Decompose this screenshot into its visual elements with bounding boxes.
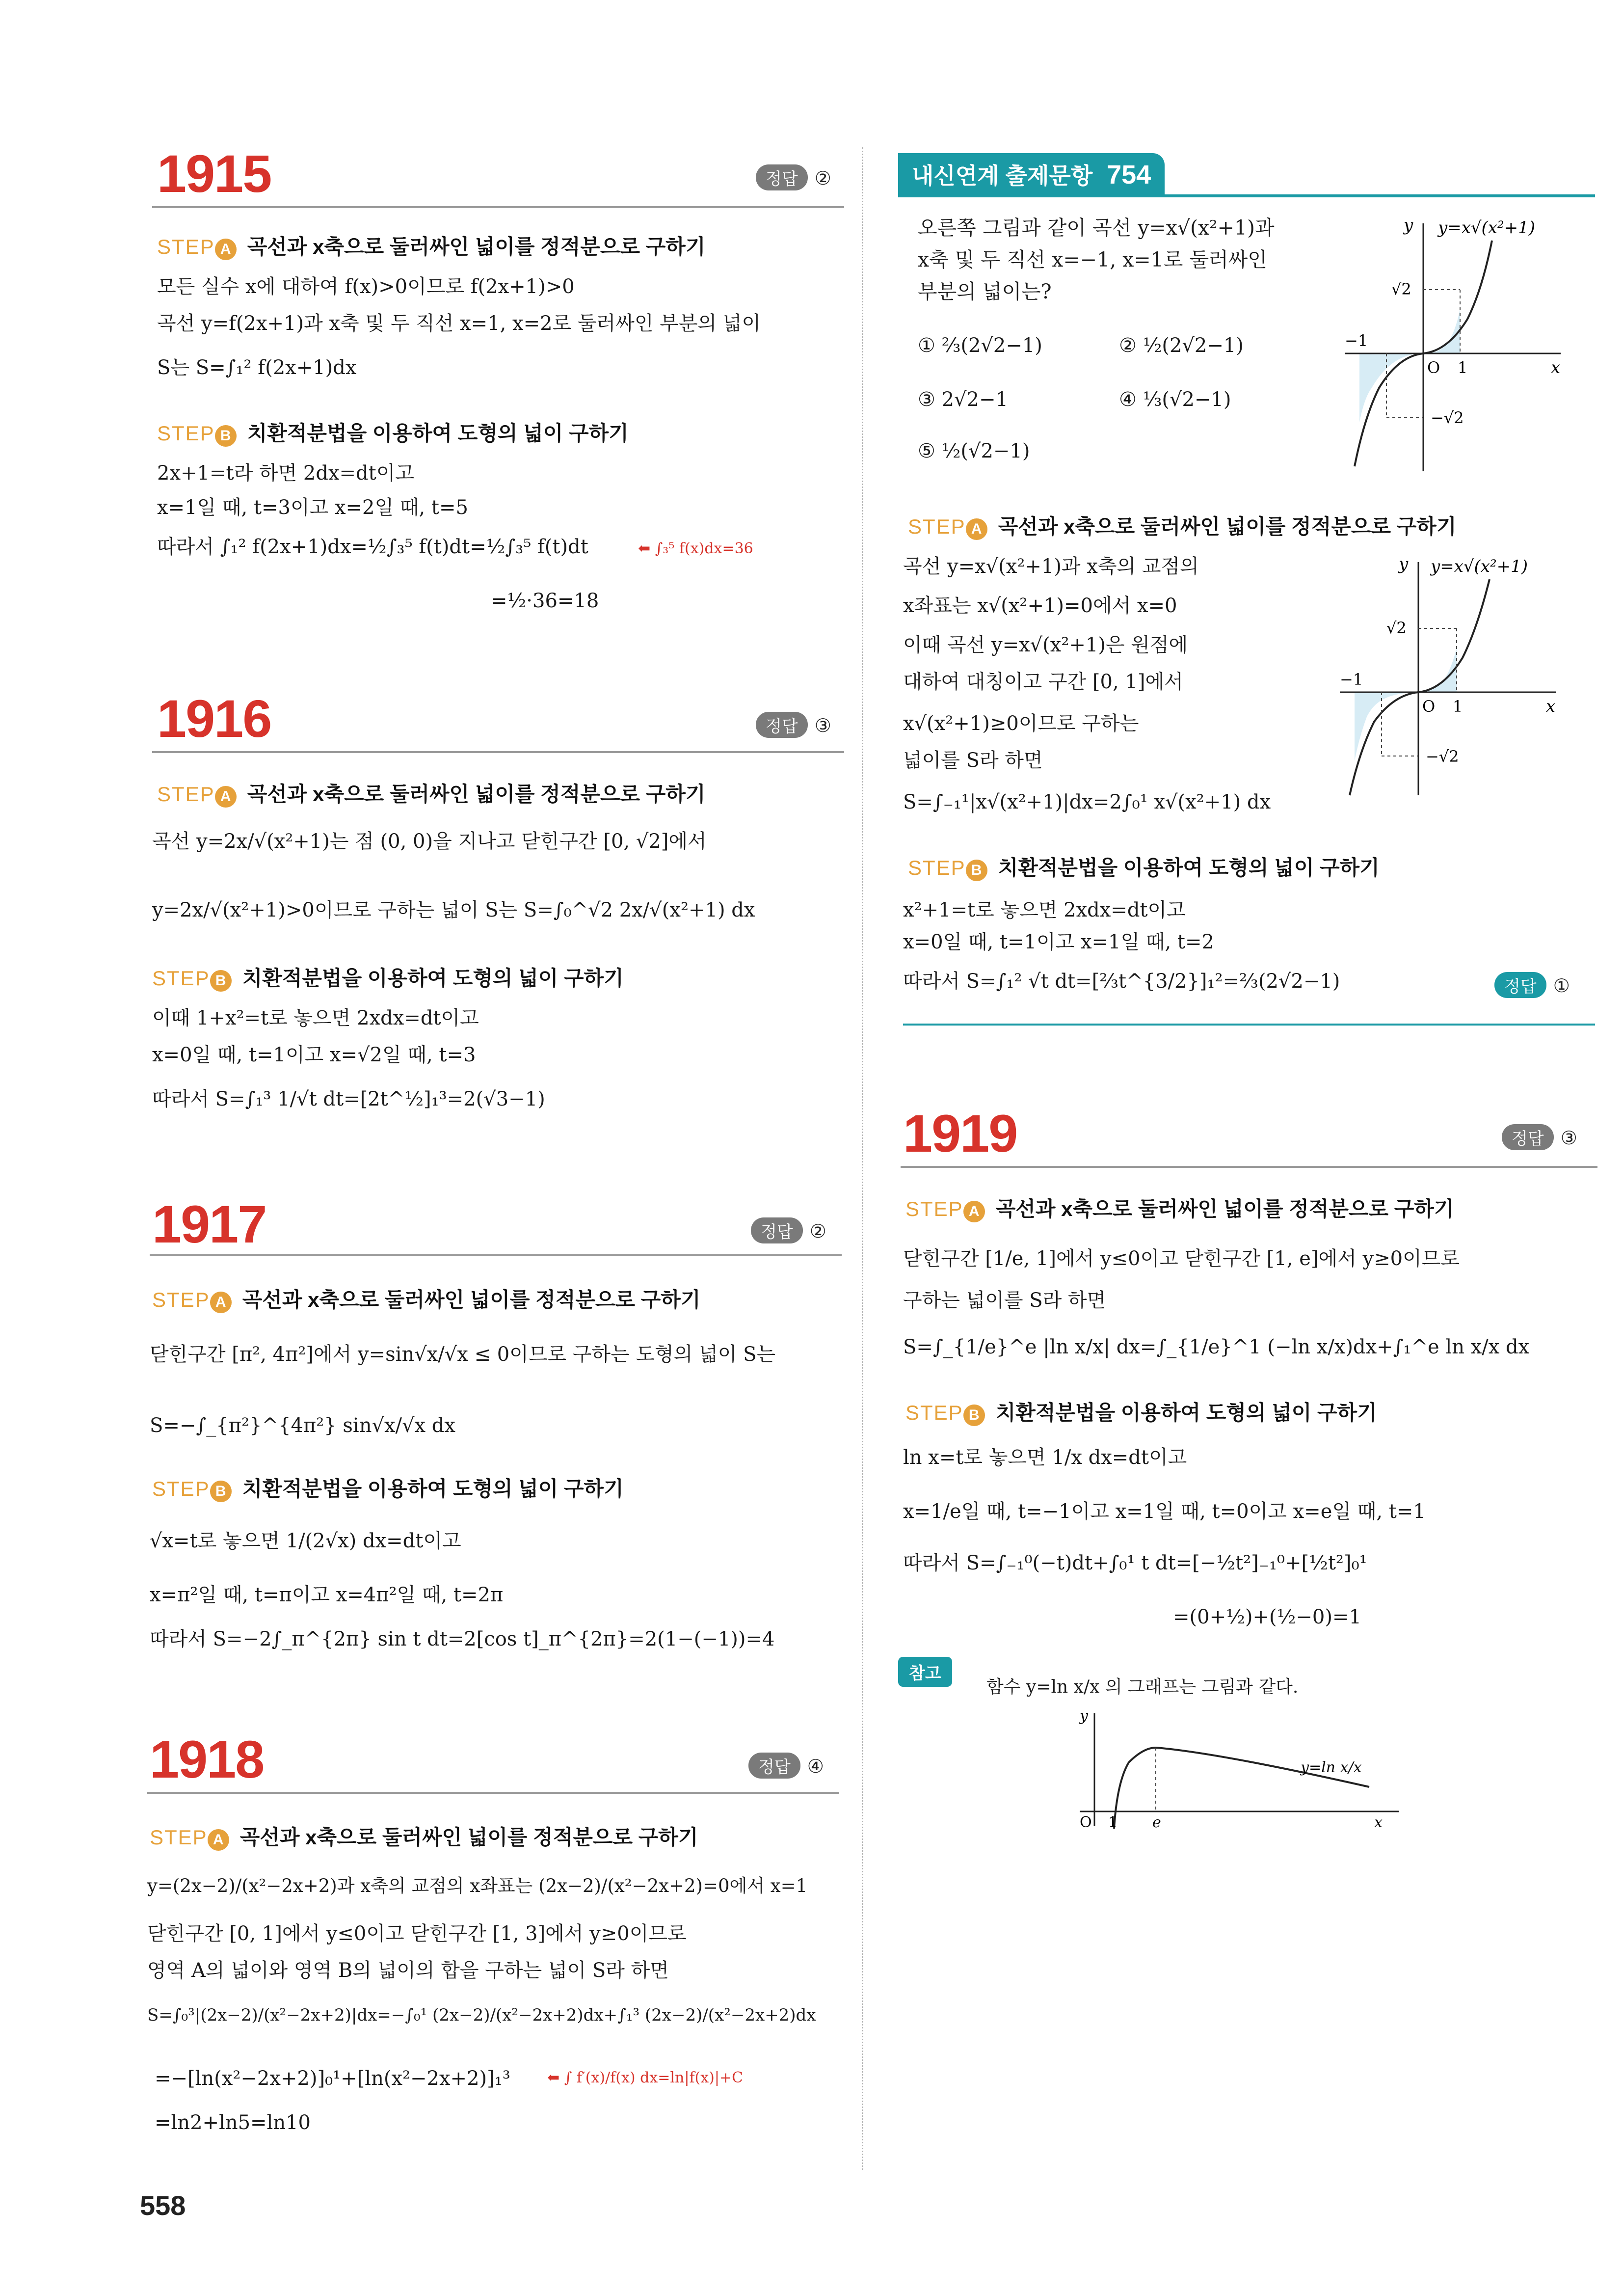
solution-line: S는 S=∫₁² f(2x+1)dx	[157, 356, 357, 379]
step-label: STEP	[150, 1826, 208, 1849]
answer-tag: 정답	[751, 1217, 803, 1243]
answer-tag: 정답	[756, 712, 808, 738]
step-label: STEP	[157, 422, 215, 445]
step-label: STEP	[157, 235, 215, 258]
step-label: STEP	[905, 1197, 963, 1220]
choice-4[interactable]: ④ ⅓(√2−1)	[1119, 388, 1231, 411]
solution-line: =½·36=18	[491, 590, 599, 612]
curve-label: y=x√(x²+1)	[1438, 218, 1535, 238]
step-label: STEP	[157, 783, 215, 806]
solution-line: S=−∫_{π²}^{4π²} sin√x/√x dx	[150, 1414, 455, 1437]
solution-line: 곡선 y=x√(x²+1)과 x축의 교점의	[903, 555, 1199, 578]
step-label: STEP	[152, 1477, 210, 1500]
answer-choice: ③	[814, 716, 831, 736]
solution-line: x좌표는 x√(x²+1)=0에서 x=0	[903, 594, 1177, 617]
step-letter: A	[215, 239, 237, 260]
problem-number-1918: 1918	[150, 1729, 264, 1789]
problem-rule	[150, 1254, 842, 1256]
step-letter: B	[210, 970, 232, 992]
step-a-heading	[152, 1284, 700, 1313]
solution-line: S=∫₋₁¹|x√(x²+1)|dx=2∫₀¹ x√(x²+1) dx	[903, 791, 1271, 813]
solution-line: 곡선 y=2x/√(x²+1)는 점 (0, 0)을 지나고 닫힌구간 [0, √2]에서	[152, 830, 707, 853]
step-label: STEP	[905, 1401, 963, 1424]
sqrt2-label: √2	[1391, 280, 1411, 298]
answer-1918	[748, 1753, 824, 1779]
answer-choice: ④	[807, 1756, 824, 1777]
answer-1919	[1502, 1124, 1577, 1150]
step-title: 치환적분법을 이용하여 도형의 넓이 구하기	[995, 1401, 1377, 1424]
solution-graph	[1330, 550, 1566, 805]
solution-line: 넓이를 S라 하면	[903, 749, 1043, 772]
solution-line: x=π²일 때, t=π이고 x=4π²일 때, t=2π	[150, 1584, 504, 1606]
step-letter: A	[215, 786, 237, 808]
solution-line: 모든 실수 x에 대하여 f(x)>0이므로 f(2x+1)>0	[157, 275, 575, 298]
solution-line: 2x+1=t라 하면 2dx=dt이고	[157, 462, 415, 485]
function-curve	[1350, 579, 1490, 795]
step-a-heading	[905, 1193, 1454, 1222]
question-line: 부분의 넓이는?	[918, 280, 1052, 303]
shaded-region	[1355, 692, 1418, 761]
problem-number-1915: 1915	[157, 144, 271, 203]
answer-1916	[756, 712, 831, 738]
neg-sqrt2-label: −√2	[1431, 408, 1464, 427]
neg-one-label: −1	[1340, 670, 1363, 689]
sqrt2-label: √2	[1386, 619, 1407, 637]
solution-line: 닫힌구간 [1/e, 1]에서 y≤0이고 닫힌구간 [1, e]에서 y≥0이므로	[903, 1247, 1460, 1270]
step-letter: A	[963, 1201, 985, 1222]
reference-text: 함수 y=ln x/x 의 그래프는 그림과 같다.	[986, 1677, 1299, 1697]
curve-label: y=ln x/x	[1301, 1759, 1362, 1776]
x-label: x	[1546, 697, 1556, 716]
origin-label: O	[1080, 1814, 1092, 1831]
step-title: 치환적분법을 이용하여 도형의 넓이 구하기	[998, 856, 1380, 879]
y-label: y	[1080, 1707, 1088, 1725]
solution-line: y=2x/√(x²+1)>0이므로 구하는 넓이 S는 S=∫₀^√2 2x/√(x²+1) dx	[152, 899, 755, 921]
problem-rule	[147, 1792, 839, 1794]
problem-rule	[152, 751, 844, 753]
solution-line: 따라서 ∫₁² f(2x+1)dx=½∫₃⁵ f(t)dt=½∫₃⁵ f(t)dt	[157, 536, 588, 558]
step-title: 치환적분법을 이용하여 도형의 넓이 구하기	[242, 1477, 624, 1500]
neg-sqrt2-label: −√2	[1426, 747, 1459, 766]
reference-graph	[1055, 1703, 1409, 1831]
step-a-heading	[157, 778, 705, 808]
choice-3[interactable]: ③ 2√2−1	[918, 388, 1008, 411]
step-label: STEP	[908, 515, 966, 538]
step-title: 곡선과 x축으로 둘러싸인 넓이를 정적분으로 구하기	[995, 1197, 1454, 1220]
step-label: STEP	[152, 1288, 210, 1311]
one-label: 1	[1458, 358, 1468, 377]
solution-line: 따라서 S=∫₋₁⁰(−t)dt+∫₀¹ t dt=[−½t²]₋₁⁰+[½t²]₀¹	[903, 1552, 1367, 1574]
problem-rule	[152, 206, 844, 208]
reference-tag: 참고	[898, 1657, 952, 1687]
x-label: x	[1374, 1814, 1383, 1831]
solution-line: y=(2x−2)/(x²−2x+2)과 x축의 교점의 x좌표는 (2x−2)/(x²−2x+2)=0에서 x=1	[147, 1875, 808, 1896]
step-title: 곡선과 x축으로 둘러싸인 넓이를 정적분으로 구하기	[239, 1826, 698, 1849]
solution-line: =−[ln(x²−2x+2)]₀¹+[ln(x²−2x+2)]₁³	[155, 2067, 510, 2090]
answer-choice: ②	[809, 1221, 826, 1242]
solution-line: 닫힌구간 [π², 4π²]에서 y=sin√x/√x ≤ 0이므로 구하는 도형의 넓이 S는	[150, 1343, 776, 1366]
margin-note: ⬅ ∫₃⁵ f(x)dx=36	[638, 540, 753, 557]
column-divider	[862, 147, 863, 2170]
step-b-heading	[905, 1397, 1377, 1426]
step-title: 곡선과 x축으로 둘러싸인 넓이를 정적분으로 구하기	[247, 783, 706, 806]
y-label: y	[1404, 216, 1413, 235]
solution-line: 대하여 대칭이고 구간 [0, 1]에서	[903, 671, 1183, 693]
problem-number-1919: 1919	[903, 1104, 1017, 1163]
one-label: 1	[1453, 697, 1463, 716]
solution-line: x=0일 때, t=1이고 x=√2일 때, t=3	[152, 1044, 476, 1066]
step-b-heading	[157, 417, 629, 447]
step-b-heading	[152, 1473, 624, 1502]
solution-line: x=1/e일 때, t=−1이고 x=1일 때, t=0이고 x=e일 때, t=1	[903, 1500, 1426, 1523]
curve-label: y=x√(x²+1)	[1431, 557, 1528, 576]
margin-note: ⬅ ∫ f′(x)/f(x) dx=ln|f(x)|+C	[547, 2069, 744, 2086]
step-a-heading	[157, 231, 705, 260]
answer-754	[1494, 972, 1570, 998]
choice-1[interactable]: ① ⅔(2√2−1)	[918, 334, 1042, 357]
problem-number-1916: 1916	[157, 689, 271, 748]
step-label: STEP	[152, 967, 210, 990]
x-label: x	[1551, 358, 1561, 378]
solution-line: S=∫₀³|(2x−2)/(x²−2x+2)|dx=−∫₀¹ (2x−2)/(x²−2x+2)dx+∫₁³ (2x−2)/(x²−2x+2)dx	[147, 2005, 816, 2025]
solution-line: 닫힌구간 [0, 1]에서 y≤0이고 닫힌구간 [1, 3]에서 y≥0이므로	[147, 1922, 687, 1945]
answer-tag: 정답	[756, 164, 808, 190]
answer-1917	[751, 1217, 826, 1243]
answer-tag: 정답	[1494, 972, 1546, 998]
answer-choice: ①	[1553, 976, 1570, 997]
question-line: 오른쪽 그림과 같이 곡선 y=x√(x²+1)과	[918, 216, 1275, 240]
y-label: y	[1399, 554, 1409, 574]
step-a-heading	[908, 511, 1456, 540]
banner-number: 754	[1107, 160, 1151, 189]
step-letter: A	[210, 1292, 232, 1313]
solution-line: 따라서 S=∫₁² √t dt=[⅔t^{3/2}]₁²=⅔(2√2−1)	[903, 970, 1340, 993]
solution-line: =(0+½)+(½−0)=1	[1173, 1606, 1361, 1628]
related-problem-banner	[898, 153, 1165, 195]
one-label: 1	[1108, 1814, 1118, 1831]
step-b-heading	[152, 962, 624, 992]
section-rule	[903, 1024, 1595, 1026]
page-number: 558	[140, 2190, 186, 2221]
step-label: STEP	[908, 856, 966, 879]
step-letter: B	[966, 860, 987, 881]
problem-rule	[901, 1166, 1597, 1168]
step-letter: B	[210, 1481, 232, 1502]
solution-line: ln x=t로 놓으면 1/x dx=dt이고	[903, 1446, 1187, 1469]
solution-line: 이때 1+x²=t로 놓으면 2xdx=dt이고	[152, 1007, 479, 1029]
question-line: x축 및 두 직선 x=−1, x=1로 둘러싸인	[918, 248, 1267, 271]
origin-label: O	[1422, 697, 1436, 716]
solution-line: 이때 곡선 y=x√(x²+1)은 원점에	[903, 634, 1188, 656]
step-letter: B	[215, 425, 237, 447]
question-graph	[1335, 211, 1570, 476]
answer-tag: 정답	[1502, 1124, 1554, 1150]
solution-line: 구하는 넓이를 S라 하면	[903, 1289, 1106, 1312]
solution-line: 따라서 S=∫₁³ 1/√t dt=[2t^½]₁³=2(√3−1)	[152, 1088, 545, 1110]
solution-line: x√(x²+1)≥0이므로 구하는	[903, 712, 1139, 735]
step-title: 치환적분법을 이용하여 도형의 넓이 구하기	[242, 967, 624, 990]
solution-line: =ln2+ln5=ln10	[155, 2111, 311, 2134]
step-title: 곡선과 x축으로 둘러싸인 넓이를 정적분으로 구하기	[242, 1288, 701, 1311]
problem-number-1917: 1917	[152, 1194, 266, 1254]
solution-line: S=∫_{1/e}^e |ln x/x| dx=∫_{1/e}^1 (−ln x/x)dx+∫₁^e ln x/x dx	[903, 1336, 1530, 1358]
step-letter: A	[208, 1829, 229, 1851]
solution-line: x²+1=t로 놓으면 2xdx=dt이고	[903, 899, 1186, 921]
neg-one-label: −1	[1345, 331, 1368, 350]
step-title: 치환적분법을 이용하여 도형의 넓이 구하기	[247, 422, 629, 445]
choice-2[interactable]: ② ½(2√2−1)	[1119, 334, 1244, 357]
step-b-heading	[908, 852, 1380, 881]
answer-choice: ③	[1560, 1128, 1577, 1149]
origin-label: O	[1427, 358, 1440, 377]
banner-rule	[898, 194, 1595, 197]
solution-line: x=1일 때, t=3이고 x=2일 때, t=5	[157, 496, 468, 519]
solution-line: √x=t로 놓으면 1/(2√x) dx=dt이고	[150, 1530, 461, 1552]
step-title: 곡선과 x축으로 둘러싸인 넓이를 정적분으로 구하기	[247, 235, 706, 258]
step-a-heading	[150, 1821, 698, 1851]
step-letter: B	[963, 1405, 985, 1426]
step-title: 곡선과 x축으로 둘러싸인 넓이를 정적분으로 구하기	[998, 515, 1457, 538]
answer-tag: 정답	[748, 1753, 800, 1779]
e-label: e	[1152, 1814, 1161, 1831]
solution-line: 곡선 y=f(2x+1)과 x축 및 두 직선 x=1, x=2로 둘러싸인 부분의 넓이	[157, 312, 761, 335]
step-letter: A	[966, 518, 987, 540]
solution-line: 따라서 S=−2∫_π^{2π} sin t dt=2[cos t]_π^{2π}=2(1−(−1))=4	[150, 1628, 775, 1650]
answer-1915	[756, 164, 831, 190]
banner-title: 내신연계 출제문항	[912, 163, 1093, 189]
choice-5[interactable]: ⑤ ½(√2−1)	[918, 440, 1030, 462]
answer-choice: ②	[814, 168, 831, 189]
solution-line: 영역 A의 넓이와 영역 B의 넓이의 합을 구하는 넓이 S라 하면	[147, 1959, 669, 1982]
solution-line: x=0일 때, t=1이고 x=1일 때, t=2	[903, 931, 1214, 953]
